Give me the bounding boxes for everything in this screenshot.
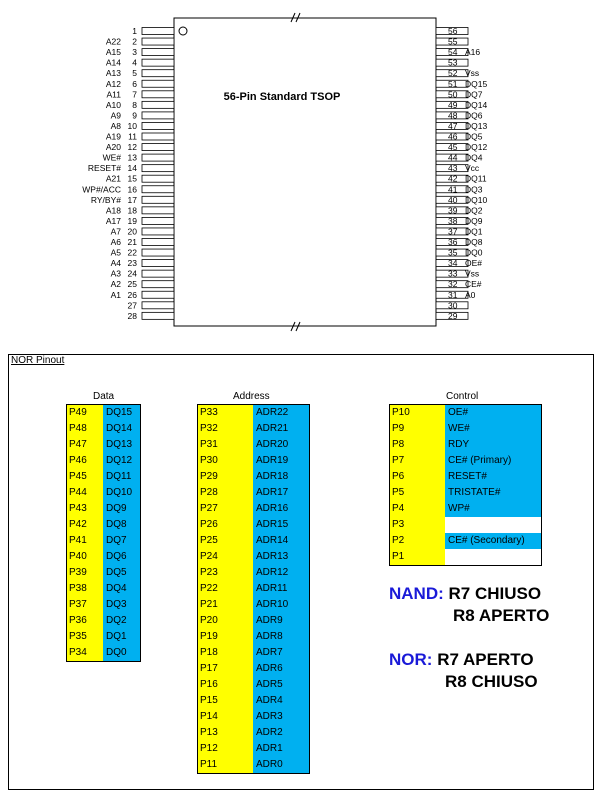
- left-pin-number: 6: [132, 78, 137, 89]
- nor-pinout-panel: [8, 354, 594, 790]
- signal-name: ADR9: [253, 613, 309, 629]
- left-pin-lead: [142, 133, 174, 140]
- signal-name: RESET#: [445, 469, 541, 485]
- nor-legend-label: NOR:: [389, 650, 433, 669]
- left-pin-signal: A11: [106, 89, 121, 100]
- left-pin-number: 15: [127, 173, 137, 184]
- pin-row: [198, 677, 309, 693]
- signal-name: ADR8: [253, 629, 309, 645]
- right-pin-signal: DQ9: [465, 215, 483, 226]
- nand-legend-line1: R7 CHIUSO: [448, 584, 542, 603]
- right-pin-number: 31: [448, 289, 458, 300]
- right-pin-number: 38: [448, 215, 458, 226]
- right-pin-signal: DQ2: [465, 205, 483, 216]
- pin-number: P38: [67, 581, 103, 597]
- pin-number: P45: [67, 469, 103, 485]
- pin-row: [198, 709, 309, 725]
- left-pin-lead: [142, 165, 174, 172]
- left-pin-number: 19: [127, 215, 137, 226]
- pin-row: [198, 725, 309, 741]
- pin-number: P1: [390, 549, 445, 565]
- left-pin-number: 9: [132, 110, 137, 121]
- left-pin-number: 16: [127, 184, 137, 195]
- signal-name: ADR14: [253, 533, 309, 549]
- pin-number: P29: [198, 469, 253, 485]
- data-pin-table: [66, 404, 141, 662]
- left-pin-number: 4: [132, 57, 137, 68]
- right-pin-number: 29: [448, 310, 458, 321]
- signal-name: CE# (Secondary): [445, 533, 541, 549]
- signal-name: ADR5: [253, 677, 309, 693]
- pin-row: [390, 453, 541, 469]
- left-pin-lead: [142, 49, 174, 56]
- right-pin-number: 40: [448, 194, 458, 205]
- right-pin-number: 46: [448, 131, 458, 142]
- right-pin-signal: DQ12: [465, 142, 488, 153]
- right-pin-signal: CE#: [465, 279, 482, 290]
- pin-row: [390, 405, 541, 421]
- signal-name: TRISTATE#: [445, 485, 541, 501]
- pin-number: P43: [67, 501, 103, 517]
- left-pin-signal: A6: [110, 237, 121, 247]
- signal-name: DQ6: [103, 549, 140, 565]
- left-pin-lead: [142, 270, 174, 277]
- right-pin-signal: DQ4: [465, 152, 483, 163]
- left-pin-lead: [142, 101, 174, 108]
- right-pin-number: 56: [448, 26, 458, 36]
- left-pin-number: 2: [132, 36, 137, 47]
- left-pin-signal: A22: [105, 36, 121, 47]
- pin-row: [198, 629, 309, 645]
- pin-row: [198, 469, 309, 485]
- pin-number: P17: [198, 661, 253, 677]
- right-pin-signal: DQ15: [465, 78, 488, 89]
- pin-number: P30: [198, 453, 253, 469]
- pin-row: [67, 421, 140, 437]
- left-pin-lead: [142, 217, 174, 224]
- pin-row: [67, 629, 140, 645]
- left-pin-number: 24: [127, 268, 137, 279]
- left-pin-signal: A2: [110, 279, 121, 290]
- left-pin-lead: [142, 91, 174, 98]
- pin-row: [67, 437, 140, 453]
- right-pin-number: 33: [448, 268, 458, 279]
- pin-number: P40: [67, 549, 103, 565]
- pin-row: [198, 501, 309, 517]
- pin-number: P39: [67, 565, 103, 581]
- left-pin-signal: WP#/ACC: [82, 184, 121, 195]
- signal-name: DQ13: [103, 437, 140, 453]
- right-pin-number: 42: [448, 173, 458, 184]
- right-pin-number: 55: [448, 36, 458, 47]
- pin-number: P7: [390, 453, 445, 469]
- left-pin-signal: A5: [110, 247, 121, 258]
- right-pin-signal: A16: [465, 47, 481, 58]
- pin-number: P31: [198, 437, 253, 453]
- tsop-chip-diagram: [0, 0, 608, 340]
- right-pin-number: 34: [448, 258, 458, 269]
- pin-number: P46: [67, 453, 103, 469]
- chip-body: [174, 18, 436, 326]
- signal-name: ADR10: [253, 597, 309, 613]
- pin-row: [67, 613, 140, 629]
- pin-number: P8: [390, 437, 445, 453]
- left-pin-number: 1: [132, 26, 137, 36]
- pin-row: [390, 421, 541, 437]
- pin-row: [67, 453, 140, 469]
- chip-title: 56-Pin Standard TSOP: [223, 91, 341, 103]
- left-pin-number: 3: [132, 47, 137, 58]
- left-pin-number: 13: [127, 152, 137, 163]
- pin-row: [198, 453, 309, 469]
- right-pin-number: 48: [448, 110, 458, 121]
- left-pin-lead: [142, 291, 174, 298]
- pin-number: P49: [67, 405, 103, 421]
- pin-number: P33: [198, 405, 253, 421]
- pin-number: P2: [390, 533, 445, 549]
- right-pin-number: 35: [448, 247, 458, 258]
- right-pin-signal: A0: [465, 289, 476, 300]
- right-pin-signal: DQ0: [465, 247, 483, 258]
- left-pin-lead: [142, 28, 174, 35]
- left-pin-signal: A14: [105, 57, 121, 68]
- left-pin-lead: [142, 70, 174, 77]
- pin-number: P34: [67, 645, 103, 661]
- pin-row: [67, 565, 140, 581]
- signal-name: DQ1: [103, 629, 140, 645]
- signal-name: WP#: [445, 501, 541, 517]
- left-pin-lead: [142, 228, 174, 235]
- right-pin-signal: DQ7: [465, 89, 483, 100]
- pin-row: [67, 501, 140, 517]
- pin-row: [390, 501, 541, 517]
- left-pin-lead: [142, 207, 174, 214]
- left-pin-number: 11: [128, 131, 137, 142]
- pin-row: [198, 517, 309, 533]
- signal-name: ADR3: [253, 709, 309, 725]
- pin-row: [198, 661, 309, 677]
- signal-name: ADR12: [253, 565, 309, 581]
- pin-row: [390, 533, 541, 549]
- left-pin-number: 7: [132, 89, 137, 100]
- pin-number: P14: [198, 709, 253, 725]
- signal-name: ADR0: [253, 757, 309, 773]
- left-pin-number: 20: [127, 226, 137, 237]
- right-pin-signal: DQ5: [465, 131, 483, 142]
- signal-name: ADR4: [253, 693, 309, 709]
- pin-row: [198, 485, 309, 501]
- pin-row: [390, 485, 541, 501]
- control-pin-table: [389, 404, 542, 566]
- left-pin-signal: A18: [105, 205, 121, 216]
- left-pin-signal: A20: [105, 142, 121, 153]
- left-pin-lead: [142, 196, 174, 203]
- data-group-label: Data: [93, 391, 115, 402]
- right-pin-number: 51: [448, 78, 458, 89]
- pin-number: P3: [390, 517, 445, 533]
- pin-row: [198, 549, 309, 565]
- left-pin-signal: A13: [105, 68, 121, 79]
- signal-name: WE#: [445, 421, 541, 437]
- left-pin-number: 27: [127, 300, 137, 311]
- signal-name: ADR1: [253, 741, 309, 757]
- pin-number: P10: [390, 405, 445, 421]
- right-pin-signal: DQ3: [465, 184, 483, 195]
- signal-name: ADR19: [253, 453, 309, 469]
- nor-legend-line2: R8 CHIUSO: [445, 672, 538, 691]
- pin-number: P42: [67, 517, 103, 533]
- right-pin-number: 32: [448, 279, 458, 290]
- signal-name: [445, 549, 541, 565]
- left-pin-lead: [142, 154, 174, 161]
- pin-number: P28: [198, 485, 253, 501]
- left-pin-lead: [142, 302, 174, 309]
- pin-row: [198, 565, 309, 581]
- pin-number: P24: [198, 549, 253, 565]
- signal-name: DQ10: [103, 485, 140, 501]
- right-pin-signal: DQ10: [465, 194, 488, 205]
- signal-name: ADR13: [253, 549, 309, 565]
- left-pin-number: 28: [127, 310, 137, 321]
- right-pin-signal: DQ14: [465, 99, 488, 110]
- right-pin-signal: DQ1: [465, 226, 483, 237]
- pin-row: [67, 581, 140, 597]
- right-pin-number: 47: [448, 120, 458, 131]
- pin-number: P23: [198, 565, 253, 581]
- left-pin-signal: A4: [110, 258, 121, 269]
- right-pin-signal: OE#: [465, 258, 483, 269]
- left-pin-lead: [142, 59, 174, 66]
- pin-row: [198, 645, 309, 661]
- signal-name: ADR20: [253, 437, 309, 453]
- signal-name: ADR6: [253, 661, 309, 677]
- left-pin-lead: [142, 260, 174, 267]
- left-pin-signal: WE#: [102, 152, 121, 163]
- right-pin-number: 49: [448, 99, 458, 110]
- pin-row: [198, 533, 309, 549]
- signal-name: DQ15: [103, 405, 140, 421]
- signal-name: ADR16: [253, 501, 309, 517]
- pin-row: [67, 549, 140, 565]
- signal-name: DQ0: [103, 645, 140, 661]
- pin-row: [390, 517, 541, 533]
- left-pin-signal: A21: [105, 173, 121, 184]
- left-pin-lead: [142, 175, 174, 182]
- left-pin-number: 26: [127, 289, 137, 300]
- signal-name: DQ12: [103, 453, 140, 469]
- left-pin-number: 25: [127, 279, 137, 290]
- right-pin-signal: Vss: [465, 268, 480, 279]
- pin-number: P41: [67, 533, 103, 549]
- right-pin-number: 52: [448, 68, 458, 79]
- signal-name: DQ7: [103, 533, 140, 549]
- nand-legend-line2: R8 APERTO: [453, 606, 550, 625]
- pin-row: [390, 469, 541, 485]
- signal-name: [445, 517, 541, 533]
- right-pin-number: 53: [448, 57, 458, 68]
- left-pin-lead: [142, 80, 174, 87]
- pin-number: P9: [390, 421, 445, 437]
- pin-row: [198, 757, 309, 773]
- pin-row: [67, 533, 140, 549]
- signal-name: DQ2: [103, 613, 140, 629]
- pin-number: P4: [390, 501, 445, 517]
- pin-number: P26: [198, 517, 253, 533]
- pin-row: [198, 405, 309, 421]
- left-pin-signal: A3: [110, 268, 121, 279]
- nor-legend: [389, 649, 538, 693]
- pin-number: P47: [67, 437, 103, 453]
- signal-name: DQ11: [103, 469, 140, 485]
- left-pin-signal: A7: [110, 226, 121, 237]
- signal-name: DQ14: [103, 421, 140, 437]
- pin-number: P27: [198, 501, 253, 517]
- signal-name: DQ9: [103, 501, 140, 517]
- left-pin-lead: [142, 144, 174, 151]
- left-pin-number: 10: [127, 120, 137, 131]
- signal-name: ADR15: [253, 517, 309, 533]
- signal-name: RDY: [445, 437, 541, 453]
- pin-number: P36: [67, 613, 103, 629]
- signal-name: DQ4: [103, 581, 140, 597]
- pin-row: [198, 421, 309, 437]
- right-pin-signal: DQ8: [465, 237, 483, 247]
- signal-name: ADR2: [253, 725, 309, 741]
- signal-name: DQ3: [103, 597, 140, 613]
- pin-number: P22: [198, 581, 253, 597]
- nand-legend: [389, 583, 549, 627]
- right-pin-number: 50: [448, 89, 458, 100]
- pin-number: P25: [198, 533, 253, 549]
- left-pin-number: 12: [127, 142, 137, 153]
- left-pin-number: 5: [132, 68, 137, 79]
- right-pin-number: 43: [448, 163, 458, 174]
- pin-row: [67, 645, 140, 661]
- left-pin-lead: [142, 239, 174, 246]
- left-pin-signal: A10: [105, 99, 121, 110]
- pin-number: P5: [390, 485, 445, 501]
- pin-number: P32: [198, 421, 253, 437]
- left-pin-signal: A17: [105, 215, 121, 226]
- left-pin-lead: [142, 281, 174, 288]
- signal-name: ADR21: [253, 421, 309, 437]
- control-group-label: Control: [446, 391, 479, 402]
- left-pin-lead: [142, 112, 174, 119]
- pin-row: [67, 597, 140, 613]
- right-pin-signal: DQ13: [465, 120, 488, 131]
- left-pin-number: 21: [127, 237, 137, 247]
- pin-number: P12: [198, 741, 253, 757]
- right-pin-number: 54: [448, 47, 458, 58]
- pin-number: P37: [67, 597, 103, 613]
- signal-name: ADR22: [253, 405, 309, 421]
- right-pin-number: 45: [448, 142, 458, 153]
- pin-row: [198, 693, 309, 709]
- pin-number: P35: [67, 629, 103, 645]
- left-pin-lead: [142, 38, 174, 45]
- right-pin-number: 44: [448, 152, 458, 163]
- left-pin-signal: A1: [110, 289, 121, 300]
- left-pin-number: 23: [127, 258, 137, 269]
- right-pin-signal: Vss: [465, 68, 480, 79]
- left-pin-number: 14: [127, 163, 137, 174]
- signal-name: ADR18: [253, 469, 309, 485]
- pin-row: [390, 549, 541, 565]
- nor-legend-line1: R7 APERTO: [437, 650, 534, 669]
- nand-legend-label: NAND:: [389, 584, 444, 603]
- pin-number: P16: [198, 677, 253, 693]
- left-pin-number: 8: [132, 99, 137, 110]
- signal-name: CE# (Primary): [445, 453, 541, 469]
- pin-row: [198, 581, 309, 597]
- pin-row: [67, 469, 140, 485]
- pin-row: [198, 741, 309, 757]
- left-pin-lead: [142, 122, 174, 129]
- left-pin-signal: A12: [105, 78, 121, 89]
- signal-name: ADR11: [253, 581, 309, 597]
- right-pin-number: 41: [448, 184, 458, 195]
- left-pin-signal: A8: [110, 120, 121, 131]
- pin-number: P15: [198, 693, 253, 709]
- right-pin-number: 36: [448, 237, 458, 247]
- pin-number: P18: [198, 645, 253, 661]
- signal-name: DQ8: [103, 517, 140, 533]
- pin-number: P19: [198, 629, 253, 645]
- left-pin-signal: RY/BY#: [90, 194, 121, 205]
- left-pin-signal: RESET#: [87, 163, 121, 174]
- right-pin-signal: DQ11: [465, 173, 487, 184]
- pin-row: [198, 437, 309, 453]
- pin-number: P48: [67, 421, 103, 437]
- pin-number: P11: [198, 757, 253, 773]
- pin-row: [198, 613, 309, 629]
- right-pin-number: 37: [448, 226, 458, 237]
- pin-row: [198, 597, 309, 613]
- nor-pinout-title: NOR Pinout: [11, 355, 65, 366]
- pin-row: [67, 405, 140, 421]
- signal-name: OE#: [445, 405, 541, 421]
- left-pin-signal: A15: [105, 47, 121, 58]
- left-pin-lead: [142, 249, 174, 256]
- pin-number: P6: [390, 469, 445, 485]
- left-pin-number: 17: [127, 194, 137, 205]
- signal-name: DQ5: [103, 565, 140, 581]
- signal-name: ADR17: [253, 485, 309, 501]
- left-pin-number: 22: [127, 247, 137, 258]
- left-pin-number: 18: [127, 205, 137, 216]
- pin-row: [67, 485, 140, 501]
- pin-number: P21: [198, 597, 253, 613]
- right-pin-number: 39: [448, 205, 458, 216]
- pin-number: P20: [198, 613, 253, 629]
- address-group-label: Address: [233, 391, 270, 402]
- right-pin-signal: Vcc: [465, 163, 480, 174]
- right-pin-signal: DQ6: [465, 110, 483, 121]
- right-pin-number: 30: [448, 300, 458, 311]
- left-pin-lead: [142, 186, 174, 193]
- pin-row: [390, 437, 541, 453]
- pin-number: P44: [67, 485, 103, 501]
- left-pin-signal: A9: [110, 110, 121, 121]
- pin-row: [67, 517, 140, 533]
- address-pin-table: [197, 404, 310, 774]
- pin-number: P13: [198, 725, 253, 741]
- left-pin-lead: [142, 312, 174, 319]
- signal-name: ADR7: [253, 645, 309, 661]
- left-pin-signal: A19: [105, 131, 121, 142]
